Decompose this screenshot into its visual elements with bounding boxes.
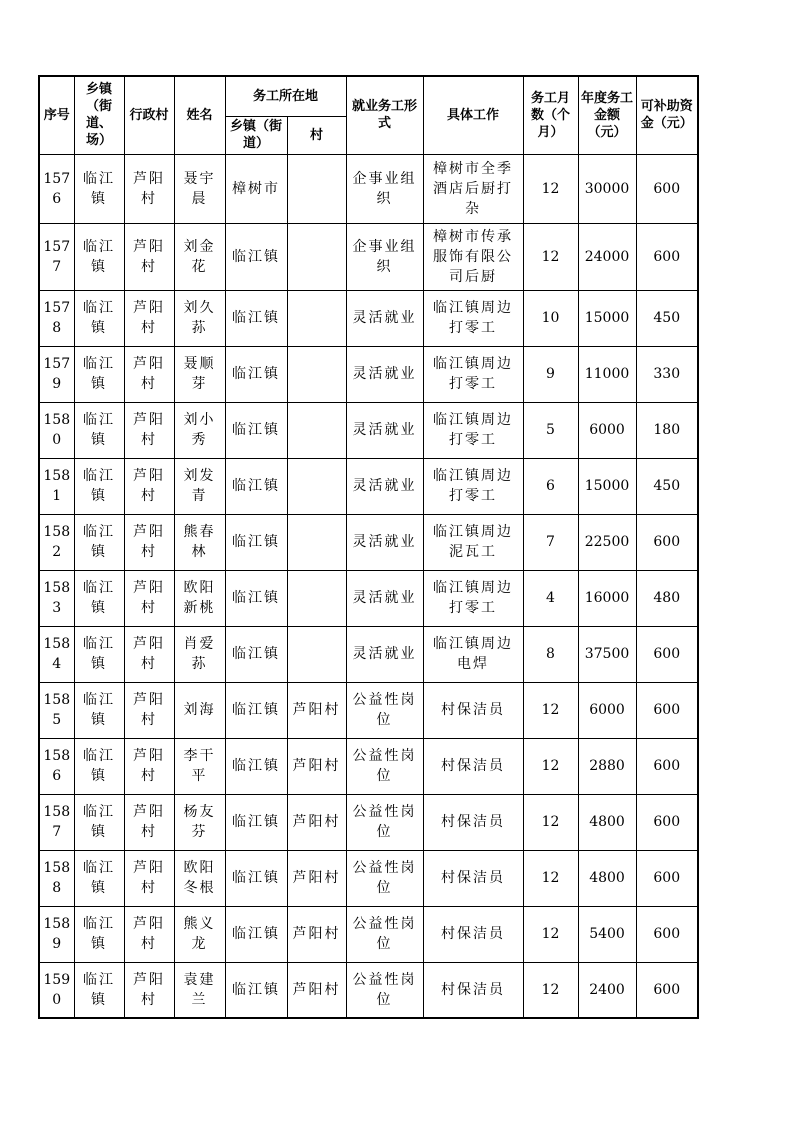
cell-annual-income: 6000 xyxy=(578,682,636,738)
cell-employment-form: 公益性岗位 xyxy=(346,682,423,738)
cell-name: 熊义龙 xyxy=(174,906,225,962)
cell-seq: 1582 xyxy=(39,514,74,570)
cell-village: 芦阳村 xyxy=(124,794,174,850)
cell-work-township: 临江镇 xyxy=(225,223,287,290)
header-subsidy: 可补助资金（元） xyxy=(636,76,698,154)
cell-job: 村保洁员 xyxy=(423,738,523,794)
table-row xyxy=(39,626,698,682)
cell-seq: 1579 xyxy=(39,346,74,402)
table-row xyxy=(39,514,698,570)
cell-annual-income: 24000 xyxy=(578,223,636,290)
cell-township: 临江镇 xyxy=(74,402,124,458)
cell-job: 村保洁员 xyxy=(423,962,523,1018)
cell-seq: 1584 xyxy=(39,626,74,682)
cell-work-township: 临江镇 xyxy=(225,626,287,682)
cell-township: 临江镇 xyxy=(74,794,124,850)
header-months: 务工月数（个月） xyxy=(523,76,578,154)
cell-months: 7 xyxy=(523,514,578,570)
cell-name: 刘金花 xyxy=(174,223,225,290)
cell-name: 刘小秀 xyxy=(174,402,225,458)
cell-village: 芦阳村 xyxy=(124,570,174,626)
cell-name: 刘发青 xyxy=(174,458,225,514)
cell-employment-form: 公益性岗位 xyxy=(346,850,423,906)
cell-months: 12 xyxy=(523,154,578,223)
table-row xyxy=(39,850,698,906)
cell-village: 芦阳村 xyxy=(124,850,174,906)
cell-township: 临江镇 xyxy=(74,458,124,514)
table-row xyxy=(39,402,698,458)
cell-name: 聂宇晨 xyxy=(174,154,225,223)
cell-subsidy: 180 xyxy=(636,402,698,458)
cell-seq: 1577 xyxy=(39,223,74,290)
cell-months: 4 xyxy=(523,570,578,626)
cell-job: 樟树市传承服饰有限公司后厨 xyxy=(423,223,523,290)
cell-township: 临江镇 xyxy=(74,850,124,906)
cell-work-township: 临江镇 xyxy=(225,682,287,738)
cell-work-village xyxy=(287,402,346,458)
cell-subsidy: 600 xyxy=(636,682,698,738)
cell-work-village xyxy=(287,458,346,514)
cell-months: 12 xyxy=(523,906,578,962)
cell-village: 芦阳村 xyxy=(124,906,174,962)
cell-village: 芦阳村 xyxy=(124,290,174,346)
cell-seq: 1588 xyxy=(39,850,74,906)
cell-subsidy: 600 xyxy=(636,794,698,850)
table-row xyxy=(39,682,698,738)
cell-seq: 1576 xyxy=(39,154,74,223)
cell-months: 9 xyxy=(523,346,578,402)
cell-employment-form: 企事业组织 xyxy=(346,154,423,223)
cell-annual-income: 15000 xyxy=(578,290,636,346)
cell-work-township: 临江镇 xyxy=(225,962,287,1018)
cell-months: 12 xyxy=(523,738,578,794)
cell-name: 聂顺芽 xyxy=(174,346,225,402)
cell-employment-form: 公益性岗位 xyxy=(346,738,423,794)
cell-subsidy: 600 xyxy=(636,626,698,682)
cell-village: 芦阳村 xyxy=(124,682,174,738)
cell-subsidy: 600 xyxy=(636,962,698,1018)
cell-subsidy: 600 xyxy=(636,906,698,962)
cell-subsidy: 450 xyxy=(636,458,698,514)
cell-township: 临江镇 xyxy=(74,626,124,682)
cell-annual-income: 11000 xyxy=(578,346,636,402)
cell-employment-form: 灵活就业 xyxy=(346,570,423,626)
cell-months: 6 xyxy=(523,458,578,514)
table-row xyxy=(39,223,698,290)
cell-months: 12 xyxy=(523,850,578,906)
cell-work-village: 芦阳村 xyxy=(287,794,346,850)
cell-village: 芦阳村 xyxy=(124,346,174,402)
cell-name: 杨友芬 xyxy=(174,794,225,850)
cell-name: 欧阳冬根 xyxy=(174,850,225,906)
cell-job: 村保洁员 xyxy=(423,906,523,962)
table-row xyxy=(39,570,698,626)
header-job: 具体工作 xyxy=(423,76,523,154)
cell-name: 肖爱荪 xyxy=(174,626,225,682)
cell-work-township: 临江镇 xyxy=(225,346,287,402)
table-row xyxy=(39,458,698,514)
cell-work-village xyxy=(287,223,346,290)
cell-subsidy: 600 xyxy=(636,514,698,570)
cell-employment-form: 灵活就业 xyxy=(346,346,423,402)
cell-months: 12 xyxy=(523,794,578,850)
header-annual-income: 年度务工金额（元） xyxy=(578,76,636,154)
cell-work-village: 芦阳村 xyxy=(287,682,346,738)
cell-employment-form: 公益性岗位 xyxy=(346,906,423,962)
cell-employment-form: 灵活就业 xyxy=(346,402,423,458)
cell-annual-income: 5400 xyxy=(578,906,636,962)
cell-seq: 1585 xyxy=(39,682,74,738)
cell-subsidy: 450 xyxy=(636,290,698,346)
cell-job: 临江镇周边打零工 xyxy=(423,346,523,402)
cell-employment-form: 灵活就业 xyxy=(346,290,423,346)
cell-work-township: 临江镇 xyxy=(225,290,287,346)
cell-work-township: 临江镇 xyxy=(225,458,287,514)
cell-seq: 1589 xyxy=(39,906,74,962)
header-seq: 序号 xyxy=(39,76,74,154)
cell-seq: 1578 xyxy=(39,290,74,346)
cell-job: 临江镇周边打零工 xyxy=(423,290,523,346)
cell-village: 芦阳村 xyxy=(124,402,174,458)
cell-seq: 1586 xyxy=(39,738,74,794)
cell-township: 临江镇 xyxy=(74,346,124,402)
table-row xyxy=(39,962,698,1018)
cell-seq: 1581 xyxy=(39,458,74,514)
table-row xyxy=(39,290,698,346)
cell-village: 芦阳村 xyxy=(124,962,174,1018)
cell-work-village: 芦阳村 xyxy=(287,850,346,906)
cell-annual-income: 37500 xyxy=(578,626,636,682)
cell-township: 临江镇 xyxy=(74,514,124,570)
cell-work-township: 临江镇 xyxy=(225,514,287,570)
cell-village: 芦阳村 xyxy=(124,514,174,570)
cell-annual-income: 2880 xyxy=(578,738,636,794)
cell-township: 临江镇 xyxy=(74,682,124,738)
cell-job: 村保洁员 xyxy=(423,682,523,738)
header-work-location: 务工所在地 xyxy=(225,76,346,116)
cell-township: 临江镇 xyxy=(74,154,124,223)
cell-months: 8 xyxy=(523,626,578,682)
cell-name: 袁建兰 xyxy=(174,962,225,1018)
header-work-township: 乡镇（街道） xyxy=(225,116,287,154)
cell-subsidy: 330 xyxy=(636,346,698,402)
cell-work-township: 临江镇 xyxy=(225,738,287,794)
cell-job: 临江镇周边打零工 xyxy=(423,570,523,626)
cell-employment-form: 公益性岗位 xyxy=(346,794,423,850)
cell-work-village xyxy=(287,154,346,223)
cell-township: 临江镇 xyxy=(74,962,124,1018)
cell-name: 熊春林 xyxy=(174,514,225,570)
cell-employment-form: 灵活就业 xyxy=(346,514,423,570)
cell-employment-form: 企事业组织 xyxy=(346,223,423,290)
cell-annual-income: 2400 xyxy=(578,962,636,1018)
cell-annual-income: 16000 xyxy=(578,570,636,626)
cell-village: 芦阳村 xyxy=(124,626,174,682)
cell-subsidy: 600 xyxy=(636,154,698,223)
cell-annual-income: 4800 xyxy=(578,794,636,850)
cell-annual-income: 4800 xyxy=(578,850,636,906)
cell-village: 芦阳村 xyxy=(124,458,174,514)
cell-subsidy: 600 xyxy=(636,850,698,906)
cell-township: 临江镇 xyxy=(74,906,124,962)
table-header xyxy=(39,76,698,154)
cell-employment-form: 灵活就业 xyxy=(346,458,423,514)
cell-seq: 1580 xyxy=(39,402,74,458)
cell-job: 樟树市全季酒店后厨打杂 xyxy=(423,154,523,223)
cell-work-township: 临江镇 xyxy=(225,850,287,906)
table-body xyxy=(39,154,698,1018)
cell-annual-income: 22500 xyxy=(578,514,636,570)
cell-job: 临江镇周边泥瓦工 xyxy=(423,514,523,570)
table-row xyxy=(39,794,698,850)
cell-work-township: 临江镇 xyxy=(225,794,287,850)
cell-employment-form: 公益性岗位 xyxy=(346,962,423,1018)
header-work-village: 村 xyxy=(287,116,346,154)
cell-work-village xyxy=(287,290,346,346)
cell-village: 芦阳村 xyxy=(124,223,174,290)
cell-annual-income: 30000 xyxy=(578,154,636,223)
cell-job: 村保洁员 xyxy=(423,794,523,850)
cell-subsidy: 600 xyxy=(636,738,698,794)
header-township: 乡镇（街道、场） xyxy=(74,76,124,154)
cell-job: 临江镇周边打零工 xyxy=(423,458,523,514)
cell-work-village xyxy=(287,346,346,402)
cell-seq: 1587 xyxy=(39,794,74,850)
cell-months: 12 xyxy=(523,962,578,1018)
table-row xyxy=(39,906,698,962)
cell-work-village xyxy=(287,514,346,570)
cell-work-village: 芦阳村 xyxy=(287,962,346,1018)
header-name: 姓名 xyxy=(174,76,225,154)
cell-annual-income: 15000 xyxy=(578,458,636,514)
employment-subsidy-table xyxy=(38,75,699,1019)
table-row xyxy=(39,154,698,223)
cell-name: 刘久荪 xyxy=(174,290,225,346)
cell-name: 李干平 xyxy=(174,738,225,794)
cell-months: 12 xyxy=(523,223,578,290)
cell-name: 刘海 xyxy=(174,682,225,738)
cell-subsidy: 480 xyxy=(636,570,698,626)
cell-seq: 1583 xyxy=(39,570,74,626)
cell-annual-income: 6000 xyxy=(578,402,636,458)
cell-subsidy: 600 xyxy=(636,223,698,290)
table-row xyxy=(39,346,698,402)
cell-work-township: 樟树市 xyxy=(225,154,287,223)
cell-work-village xyxy=(287,626,346,682)
cell-name: 欧阳新桃 xyxy=(174,570,225,626)
cell-job: 村保洁员 xyxy=(423,850,523,906)
cell-months: 5 xyxy=(523,402,578,458)
cell-work-village: 芦阳村 xyxy=(287,738,346,794)
cell-job: 临江镇周边打零工 xyxy=(423,402,523,458)
cell-work-township: 临江镇 xyxy=(225,570,287,626)
header-employment-form: 就业务工形式 xyxy=(346,76,423,154)
cell-months: 12 xyxy=(523,682,578,738)
cell-work-village xyxy=(287,570,346,626)
header-village: 行政村 xyxy=(124,76,174,154)
cell-township: 临江镇 xyxy=(74,223,124,290)
cell-months: 10 xyxy=(523,290,578,346)
cell-employment-form: 灵活就业 xyxy=(346,626,423,682)
cell-village: 芦阳村 xyxy=(124,738,174,794)
cell-village: 芦阳村 xyxy=(124,154,174,223)
cell-township: 临江镇 xyxy=(74,570,124,626)
cell-work-township: 临江镇 xyxy=(225,402,287,458)
cell-work-village: 芦阳村 xyxy=(287,906,346,962)
cell-township: 临江镇 xyxy=(74,738,124,794)
cell-job: 临江镇周边电焊 xyxy=(423,626,523,682)
cell-township: 临江镇 xyxy=(74,290,124,346)
cell-seq: 1590 xyxy=(39,962,74,1018)
cell-work-township: 临江镇 xyxy=(225,906,287,962)
table-row xyxy=(39,738,698,794)
